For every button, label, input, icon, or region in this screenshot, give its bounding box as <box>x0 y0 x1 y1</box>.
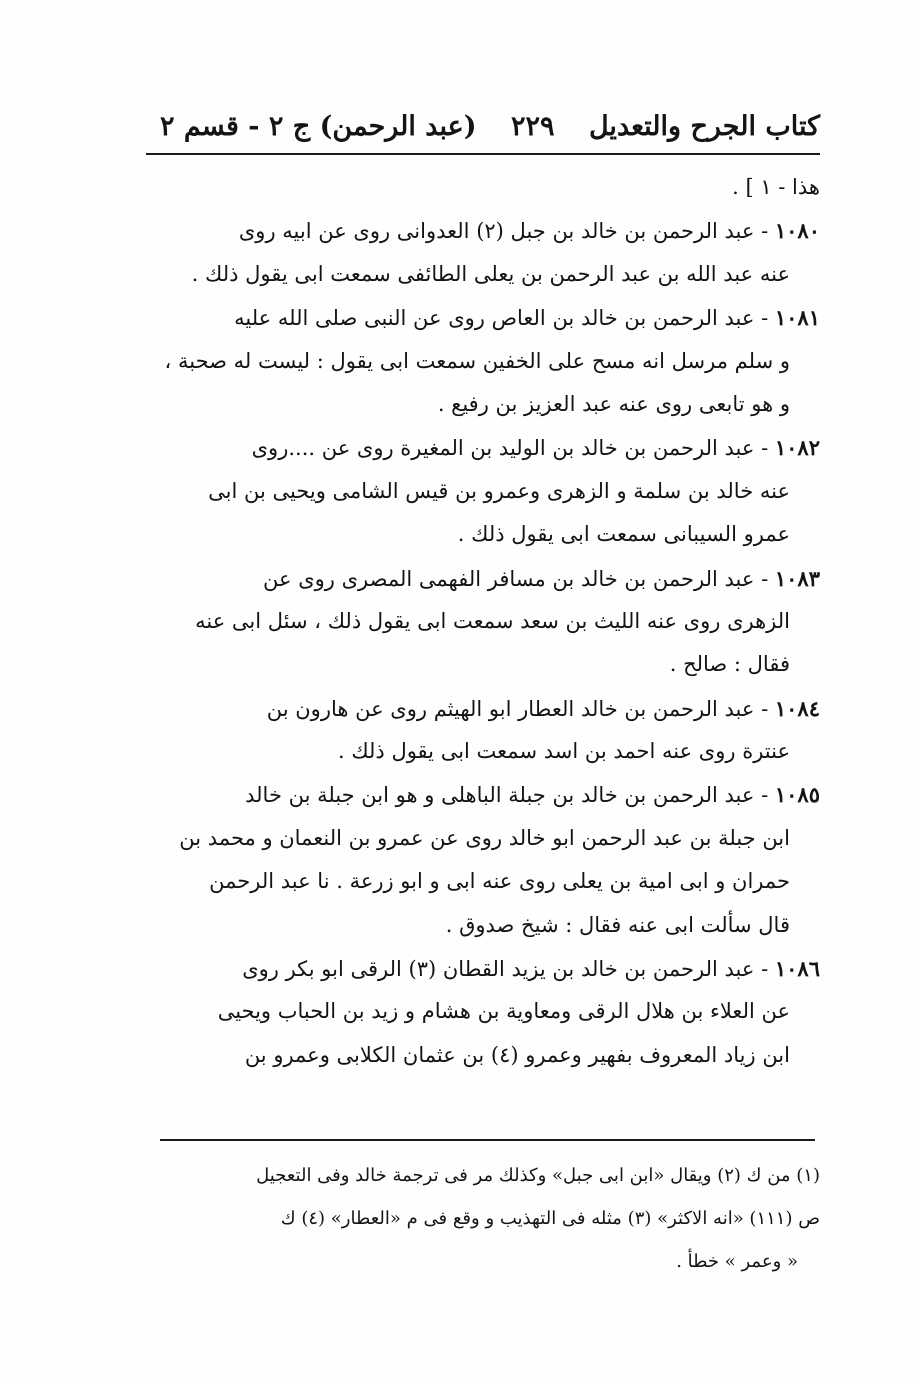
text-line <box>160 730 820 773</box>
text-line <box>160 166 820 209</box>
footnotes <box>160 1154 820 1283</box>
line-text: قال سألت ابى عنه فقال : شيخ صدوق . <box>445 912 790 937</box>
text-line <box>160 990 820 1033</box>
line-text: و سلم مرسل انه مسح على الخفين سمعت ابى يقول : ليست له صحبة ، <box>164 348 790 373</box>
line-text: - عبد الرحمن بن خالد بن يزيد القطان (٣) الرقى ابو بكر روى <box>242 957 775 982</box>
entry-number: ١٠٨٠ <box>774 218 820 244</box>
page-number: ٢٢٩ <box>510 111 555 142</box>
line-text: ابن زياد المعروف بفهير وعمرو (٤) بن عثمان الكلابى وعمرو بن <box>244 1042 790 1067</box>
entry-line <box>160 426 820 469</box>
text-line <box>160 513 820 556</box>
footnote-rule <box>160 1139 815 1141</box>
line-text: الزهرى روى عنه الليث بن سعد سمعت ابى يقول ذلك ، سئل ابى عنه <box>195 608 790 633</box>
entry-number: ١٠٨١ <box>774 305 820 331</box>
entry-number: ١٠٨٢ <box>774 435 820 461</box>
line-text: - عبد الرحمن بن خالد بن الوليد بن المغيرة روى عن ....روى <box>251 436 775 461</box>
text-line <box>160 383 820 426</box>
text-line <box>160 253 820 296</box>
footnote-line: ص (١١١) «انه الاكثر» (٣) مثله فى التهذيب و وقع فى م «العطار» (٤) ك <box>280 1208 820 1229</box>
section-label: (عبد الرحمن) ج ٢ - قسم ٢ <box>160 111 477 142</box>
entry-line <box>160 947 820 990</box>
running-header <box>160 92 820 142</box>
line-text: فقال : صالح . <box>669 652 790 677</box>
text-line <box>160 904 820 947</box>
entry-line <box>160 209 820 252</box>
line-text: - عبد الرحمن بن خالد بن العاص روى عن النبى صلى الله عليه <box>234 306 775 331</box>
line-text: هذا - ١ ] . <box>732 175 820 199</box>
book-title: كتاب الجرح والتعديل <box>588 111 820 142</box>
footnote-line: « وعمر » خطأ . <box>676 1251 798 1272</box>
footnote-line: (١) من ك (٢) ويقال «ابن ابى جبل» وكذلك مر فى ترجمة خالد وفى التعجيل <box>256 1165 820 1186</box>
line-text: عنه خالد بن سلمة و الزهرى وعمرو بن قيس الشامى ويحيى بن ابى <box>208 478 790 503</box>
entry-number: ١٠٨٥ <box>774 782 820 808</box>
entry-line <box>160 557 820 600</box>
entry-number: ١٠٨٦ <box>774 956 820 982</box>
text-line <box>160 600 820 643</box>
entry-line <box>160 296 820 339</box>
text-line <box>160 340 820 383</box>
line-text: عمرو السيبانى سمعت ابى يقول ذلك . <box>457 522 790 547</box>
entry-number: ١٠٨٤ <box>774 695 820 721</box>
entry-line <box>160 773 820 816</box>
header-rule <box>146 153 820 155</box>
line-text: - عبد الرحمن بن خالد العطار ابو الهيثم روى عن هارون بن <box>266 696 775 721</box>
line-text: عنه عبد الله بن عبد الرحمن بن يعلى الطائفى سمعت ابى يقول ذلك . <box>191 261 790 286</box>
text-line <box>160 817 820 860</box>
text-line <box>160 643 820 686</box>
line-text: - عبد الرحمن بن خالد بن جبل (٢) العدوانى روى عن ابيه روى <box>238 219 775 244</box>
line-text: عن العلاء بن هلال الرقى ومعاوية بن هشام و زيد بن الحباب ويحيى <box>217 999 790 1024</box>
text-line <box>160 860 820 903</box>
line-text: - عبد الرحمن بن خالد بن جبلة الباهلى و هو ابن جبلة بن خالد <box>245 783 775 808</box>
main-text <box>160 166 820 1077</box>
line-text: حمران و ابى امية بن يعلى روى عنه ابى و ابو زرعة . نا عبد الرحمن <box>209 869 790 894</box>
line-text: و هو تابعى روى عنه عبد العزيز بن رفيع . <box>437 391 790 416</box>
text-line <box>160 1034 820 1077</box>
line-text: ابن جبلة بن عبد الرحمن ابو خالد روى عن عمرو بن النعمان و محمد بن <box>179 825 790 850</box>
line-text: - عبد الرحمن بن خالد بن مسافر الفهمى المصرى روى عن <box>263 566 775 591</box>
entry-number: ١٠٨٣ <box>774 565 820 591</box>
text-line <box>160 470 820 513</box>
line-text: عنترة روى عنه احمد بن اسد سمعت ابى يقول ذلك . <box>337 739 790 764</box>
entry-line <box>160 687 820 730</box>
